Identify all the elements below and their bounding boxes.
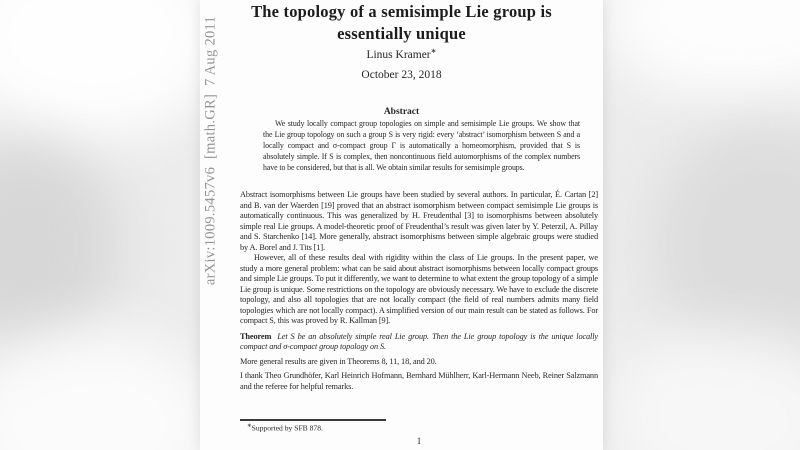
author-name: Linus Kramer [366,48,431,61]
background-blur-top-left [0,0,230,140]
background-blur-bottom-left [0,330,220,450]
author-footnote-mark: ∗ [430,47,437,55]
abstract-heading: Abstract [383,107,420,117]
theorem-label: Theorem [240,331,272,341]
footnote-mark: ∗ [247,423,252,429]
paper-title-line-2: essentially unique [337,23,466,43]
theorem-block [240,332,598,353]
paper-title [220,1,583,44]
arxiv-stamp: arXiv:1009.5457v6 [math.GR] 7 Aug 2011 [202,15,219,286]
abstract-text: We study locally compact group topologies on simple and semisimple Lie groups. We show that the Lie group topology on such a group S is very rigid: every ‘abstract’ isomorphism between S and a locally compact and σ-compact group Γ is automatically a homeomorphism, provided that S is absolutely simple. If S is complex, then noncontinuous field automorphisms of the complex numbers have to be considered, but that is all. We obtain similar results for semisimple groups. [263,119,580,172]
body-text [240,190,598,392]
background-blur-mid-left [0,140,120,350]
background-blur-top-right [600,0,800,100]
body-paragraph-1: Abstract isomorphisms between Lie groups have been studied by several authors. In particular, É. Cartan [2] and B. van der Waerden [19] proved that an abstract isomorphism between compact semisimple Lie groups is automatically continuous. This was generalized by H. Freudenthal [3] to isomorphisms between absolutely simple real Lie groups. A model-theoretic proof of Freudenthal’s result was given later by Y. Peterzil, A. Pillay and S. Starchenko [14]. More generally, abstract isomorphisms between simple algebraic groups were studied by A. Borel and J. Tits [1]. [240,190,598,252]
author-line [220,47,583,61]
acknowledgment-text: I thank Theo Grundhöfer, Karl Heinrich Hofmann, Bernhard Mühlherr, Karl-Hermann Neeb, Reiner Salzmann and the referee for helpful remarks. [240,371,598,391]
page-number: 1 [416,436,422,446]
theorem-text: Let S be an absolutely simple real Lie group. Then the Lie group topology is the unique locally compact and σ-compact group topology on S. [240,331,598,351]
paper-page [200,0,603,450]
paper-title-line-1: The topology of a semisimple Lie group is [251,2,552,21]
background-blur-bottom-right [610,330,800,450]
more-results-line: More general results are given in Theorems 8, 11, 18, and 20. [240,356,437,366]
footnote-text: Supported by SFB 878. [251,423,323,433]
date-line: October 23, 2018 [361,69,442,81]
body-paragraph-2: However, all of these results deal with rigidity within the class of Lie groups. In the present paper, we study a more general problem: what can be said about abstract isomorphisms between locally compact groups and simple Lie groups. To put it differently, we want to determine to what extent the group topology of a simple Lie group is unique. Some restrictions on the topology are obviously necessary. We have to exclude the discrete topology, and also all topologies that are not locally compact (the field of real numbers admits many field topologies which are not locally compact). A simplified version of our main result can be stated as follows. For compact S, this was proved by R. Kallman [9]. [240,253,598,325]
footnote [240,423,580,433]
footnote-rule [240,419,386,421]
